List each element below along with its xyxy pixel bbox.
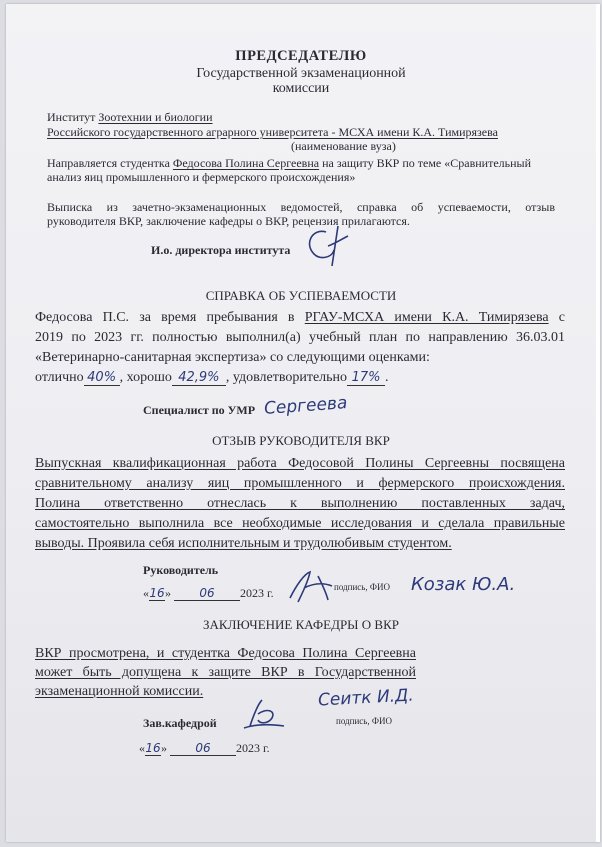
addressee-heading: ПРЕДСЕДАТЕЛЮ <box>235 48 367 64</box>
head-of-department-label: Зав.кафедрой <box>143 716 217 730</box>
director-signature <box>298 222 358 270</box>
review-paragraph: Выпускная квалификационная работа Федосовой Полины Сергеевны посвящена сравнительному анализу яиц промышленного и фермерского происхождения. Полина ответственно отнеслась к выполнению поставленных задач, самостоятельно выполнила все необходимые исследования и сделала правильные выводы. Проявила себя исполнительным и трудолюбивым студентом. <box>35 456 565 551</box>
specialist-label: Специалист по УМР <box>143 403 256 417</box>
review-title: ОТЗЫВ РУКОВОДИТЕЛЯ ВКР <box>212 433 390 448</box>
performance-title: СПРАВКА ОБ УСПЕВАЕМОСТИ <box>205 288 397 303</box>
student-name: Федосова Полина Сергеевна <box>172 156 320 170</box>
supervisor-label: Руководитель <box>143 563 219 577</box>
conclusion-paragraph: ВКР просмотрена, и студентка Федосова Полина Сергеевна может быть допущена к защите ВКР в Государственной экзаменационной комиссии. <box>35 646 416 699</box>
conclusion-date-day: 16 <box>145 741 161 755</box>
university-short: РГАУ-МСХА имени К.А. Тимирязева <box>304 310 549 325</box>
addressee-line-3: комиссии <box>272 81 330 96</box>
supervisor-signature-name: Козак Ю.А. <box>411 574 516 595</box>
university-hint: (наименование вуза) <box>291 139 396 153</box>
institute-label: Институт <box>47 110 96 124</box>
grade-good-value: 42,9% <box>172 370 226 386</box>
supervisor-date-day: 16 <box>149 586 165 600</box>
grade-good-label: , хорошо <box>119 370 172 385</box>
grades-row: отлично 40% , хорошо 42,9% , удовлетворительно 17% . <box>35 370 389 385</box>
conclusion-title: ЗАКЛЮЧЕНИЕ КАФЕДРЫ О ВКР <box>203 617 399 632</box>
grade-satisfactory-label: , удовлетворительно <box>225 370 348 385</box>
grade-excellent-value: 40% <box>84 370 120 386</box>
attachments-line-1: Выписка из зачетно-экзаменационных ведомостей, справка об успеваемости, отзыв <box>47 200 555 214</box>
supervisor-sign-hint: подпись, ФИО <box>334 582 390 592</box>
grade-excellent-label: отлично <box>35 370 84 385</box>
conclusion-date-month: 06 <box>170 741 236 756</box>
supervisor-signature-mark <box>282 566 338 606</box>
conclusion-date: «16» 06 2023 г. <box>139 741 270 755</box>
performance-paragraph: Федосова П.С. за время пребывания в РГАУ-МСХА имени К.А. Тимирязева с 2019 по 2023 гг. полностью выполнил(а) учебный план по направлению 36.03.01 «Ветеринарно-санитарная экспертиза» со следующими оценками: <box>35 310 566 365</box>
institute-name: Зоотехнии и биологии <box>98 110 213 124</box>
head-sign-hint: подпись, ФИО <box>336 716 392 726</box>
supervisor-date: «16» 06 2023 г. <box>143 586 274 600</box>
specialist-signature: Сергеева <box>263 393 349 419</box>
university-name: Российского государственного аграрного университета - МСХА имени К.А. Тимирязева <box>47 125 498 139</box>
grade-satisfactory-value: 17% <box>347 370 385 386</box>
document-page <box>6 4 600 842</box>
referral-line-2: анализ яиц промышленного и фермерского происхождения» <box>47 170 356 184</box>
institute-row <box>47 110 213 125</box>
attachments-line-2: руководителя ВКР, заключение кафедры о ВКР, рецензия прилагаются. <box>47 214 410 228</box>
director-label: И.о. директора института <box>151 243 291 257</box>
head-signature-mark <box>238 694 290 734</box>
referral-line-1: Направляется студентка Федосова Полина Сергеевна на защиту ВКР по теме «Сравнительный <box>47 156 532 170</box>
head-signature-name: Сеитк И.Д. <box>317 685 415 711</box>
addressee-line-2: Государственной экзаменационной <box>196 66 406 81</box>
supervisor-date-month: 06 <box>174 586 240 601</box>
